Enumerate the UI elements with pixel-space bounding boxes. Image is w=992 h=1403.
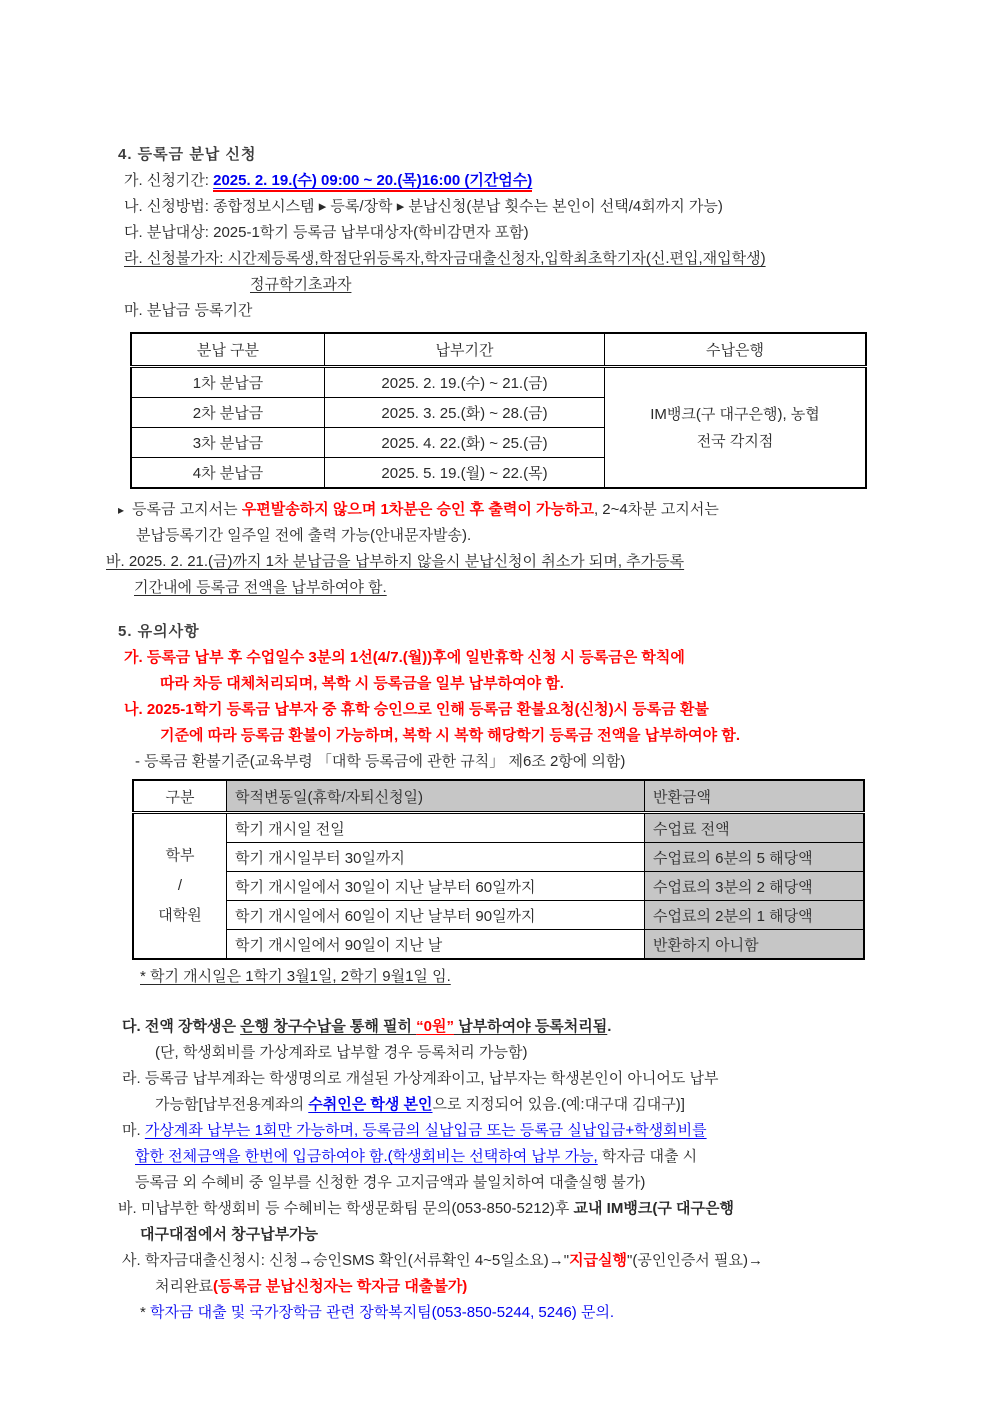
s4-ga-period-value: 2025. 2. 19.(수) 09:00 ~ 20.(목)16:00 (기간엄수) [213,172,532,192]
table-row [133,930,864,960]
s5-item-virtual-account-cont2: 등록금 외 수혜비 중 일부를 신청한 경우 고지금액과 불일치하여 대출실행 불가) [135,1174,646,1191]
s5-item-virtual-account [122,1118,962,1144]
s5-ma-line1: 가상계좌 납부는 1회만 가능하며, 등록금의 실납입금 또는 등록금 실납입금+학생회비를 [144,1122,707,1139]
t2-cell-amount-3: 수업료의 3분의 2 해당액 [645,872,865,901]
s5-ra2-recipient: 수취인은 학생 본인 [308,1096,433,1113]
s5-semester-start-note: * 학기 개시일은 1학기 3월1일, 2학기 9월1일 임. [140,968,451,985]
s5-item-account-cont [155,1092,962,1118]
s5-da-zero-won: “0원” [416,1018,455,1035]
installment-schedule-table [130,332,867,489]
s5-item-leave-rule-cont: 따라 차등 대체처리되며, 복학 시 등록금을 일부 납부하여야 함. [160,675,564,692]
t1-header-period: 납부기간 [325,333,605,367]
s5-item-student-loan [122,1248,962,1274]
t2-cell-amount-5: 반환하지 아니함 [645,930,865,960]
t2-cell-amount-1: 수업료 전액 [645,813,865,843]
s5-ra2-post: 으로 지정되어 있음.(예:대구대 김대구)] [432,1096,685,1113]
table-row [133,901,864,930]
t2-group-line1: 학부 [165,847,195,864]
t1-header-category: 분납 구분 [131,333,325,367]
s5-item-refund-rule-cont: 기준에 따라 등록금 환불이 가능하며, 복학 시 복학 해당학기 등록금 전액을 납부하여야 함. [160,727,740,744]
s4-item-application-method: 나. 신청방법: 종합정보시스템 ▸ 등록/장학 ▸ 분납신청(분납 횟수는 본인이 선택/4회까지 가능) [124,198,723,215]
s4-notice-pre: 등록금 고지서는 [132,501,242,518]
s4-item-target: 다. 분납대상: 2025-1학기 등록금 납부대상자(학비감면자 포함) [124,224,529,241]
s4-item-cancel-rule: 바. 2025. 2. 21.(금)까지 1차 분납금을 납부하지 않을시 분납신청이 취소가 되며, 추가등록 [106,553,685,570]
t1-cell-period-3: 2025. 4. 22.(화) ~ 25.(금) [325,428,605,458]
t1-bank-line1: IM뱅크(구 대구은행), 농협 [650,405,820,423]
section5-title: 5. 유의사항 [118,623,200,640]
s4-item-not-allowed-cont: 정규학기초과자 [250,276,352,293]
t1-cell-period-2: 2025. 3. 25.(화) ~ 28.(금) [325,398,605,428]
s5-sa1-pre: 사. 학자금대출신청시: 신청→승인SMS 확인(서류확인 4~5일소요)→" [122,1252,570,1269]
t2-cell-date-4: 학기 개시일에서 60일이 지난 날부터 90일까지 [227,901,645,930]
t2-group-line3: 대학원 [158,907,202,924]
s5-sa2-pre: 처리완료 [155,1278,213,1295]
t2-header-refund-amount: 반환금액 [645,780,865,813]
section4-title: 4. 등록금 분납 신청 [118,146,257,163]
s5-item-student-loan-cont [155,1274,962,1300]
table-row [131,367,866,398]
s5-da-end: . [607,1018,612,1035]
s5-item-leave-rule: 가. 등록금 납부 후 수업일수 3분의 1선(4/7.(월))후에 일반휴학 신청 시 등록금은 학칙에 [124,649,685,666]
t2-cell-group [133,813,227,960]
s4-ga-label: 가. 신청기간: [124,172,214,189]
s5-ra2-pre: 가능함[납부전용계좌의 [155,1096,309,1113]
s5-da-underline2: 납부하여야 등록처리됨 [454,1018,608,1035]
s5-ma-line2-post: 학자금 대출 시 [597,1148,698,1165]
t1-cell-installment-2: 2차 분납금 [131,398,325,428]
s4-notice-post: , 2~4차분 고지서는 [593,501,719,518]
t2-group-line2: / [177,877,183,894]
t1-bank-line2: 전국 각지점 [696,432,774,450]
refund-standard-table [132,779,865,960]
s5-sa2-no-loan: (등록금 분납신청자는 학자금 대출불가) [212,1278,468,1295]
t1-cell-installment-3: 3차 분납금 [131,428,325,458]
triangle-bullet-icon: ▸ [118,503,125,517]
t1-header-bank: 수납은행 [605,333,867,367]
t1-cell-period-1: 2025. 2. 19.(수) ~ 21.(금) [325,367,605,398]
t2-cell-amount-4: 수업료의 2분의 1 해당액 [645,901,865,930]
s5-ma-line2-blue: 합한 전체금액을 한번에 입금하여야 함.(학생회비는 선택하여 납부 가능, [135,1148,598,1165]
t1-cell-installment-1: 1차 분납금 [131,367,325,398]
t2-cell-date-5: 학기 개시일에서 90일이 지난 날 [227,930,645,960]
s5-ba1-bold: 교내 IM뱅크(구 대구은행 [573,1200,734,1217]
table-row [133,872,864,901]
s4-notice-red: 우편발송하지 않으며 1차분은 승인 후 출력이 가능하고 [241,501,594,518]
t2-header-change-date: 학적변동일(휴학/자퇴신청일) [227,780,645,813]
s5-item-virtual-account-cont1 [135,1144,962,1170]
s4-bill-notice-cont: 분납등록기간 일주일 전에 출력 가능(안내문자발송). [136,527,472,544]
s5-item-refund-rule: 나. 2025-1학기 등록금 납부자 중 휴학 승인으로 인해 등록금 환불요청(신청)시 등록금 환불 [124,701,709,718]
s5-da-underline1: 은행 창구수납을 통해 필히 [240,1018,417,1035]
table-row [133,813,864,843]
table-row [133,843,864,872]
s5-loan-contact-text: 학자금 대출 및 국가장학금 관련 장학복지팀(053-850-5244, 5246) 문의. [150,1304,615,1321]
s5-star-mark: * [140,1304,151,1321]
table-header-row [133,780,864,813]
s5-item-account: 라. 등록금 납부계좌는 학생명의로 개설된 가상계좌이고, 납부자는 학생본인이 아니어도 납부 [122,1070,719,1087]
s5-item-unpaid-fee [118,1196,962,1222]
t2-cell-date-3: 학기 개시일에서 30일이 지난 날부터 60일까지 [227,872,645,901]
t1-cell-installment-4: 4차 분납금 [131,458,325,489]
s5-ba1-pre: 바. 미납부한 학생회비 등 수혜비는 학생문화팀 문의(053-850-5212)후 [118,1200,574,1217]
s5-item-scholarship [122,1014,962,1040]
s5-sa1-post: "(공인인증서 필요)→ [627,1252,763,1269]
s5-loan-contact-note [140,1300,962,1326]
t2-cell-date-1: 학기 개시일 전일 [227,813,645,843]
s5-item-scholarship-sub: (단, 학생회비를 가상계좌로 납부할 경우 등록처리 가능함) [155,1044,528,1061]
s5-item-unpaid-fee-cont: 대구대점에서 창구납부가능 [140,1226,319,1243]
table-header-row [131,333,866,367]
s4-item-application-period [124,168,962,194]
s4-item-cancel-rule-cont: 기간내에 등록금 전액을 납부하여야 함. [134,579,387,596]
t2-cell-amount-2: 수업료의 6분의 5 해당액 [645,843,865,872]
t2-cell-date-2: 학기 개시일부터 30일까지 [227,843,645,872]
t1-cell-bank [605,367,867,489]
s4-item-not-allowed: 라. 신청불가자: 시간제등록생,학점단위등록자,학자금대출신청자,입학최초학기자(신.편입,재입학생) [124,250,766,267]
s5-ma-label: 마. [122,1122,145,1139]
s5-sa1-execution: 지급실행 [569,1252,628,1269]
t1-cell-period-4: 2025. 5. 19.(월) ~ 22.(목) [325,458,605,489]
s5-refund-standard-note: - 등록금 환불기준(교육부령 「대학 등록금에 관한 규칙」 제6조 2항에 의함) [135,753,626,770]
t2-header-category: 구분 [133,780,227,813]
s4-item-registration-period: 마. 분납금 등록기간 [124,302,253,319]
s5-da-pre: 다. 전액 장학생은 [122,1018,241,1035]
s4-bill-notice [118,497,962,523]
